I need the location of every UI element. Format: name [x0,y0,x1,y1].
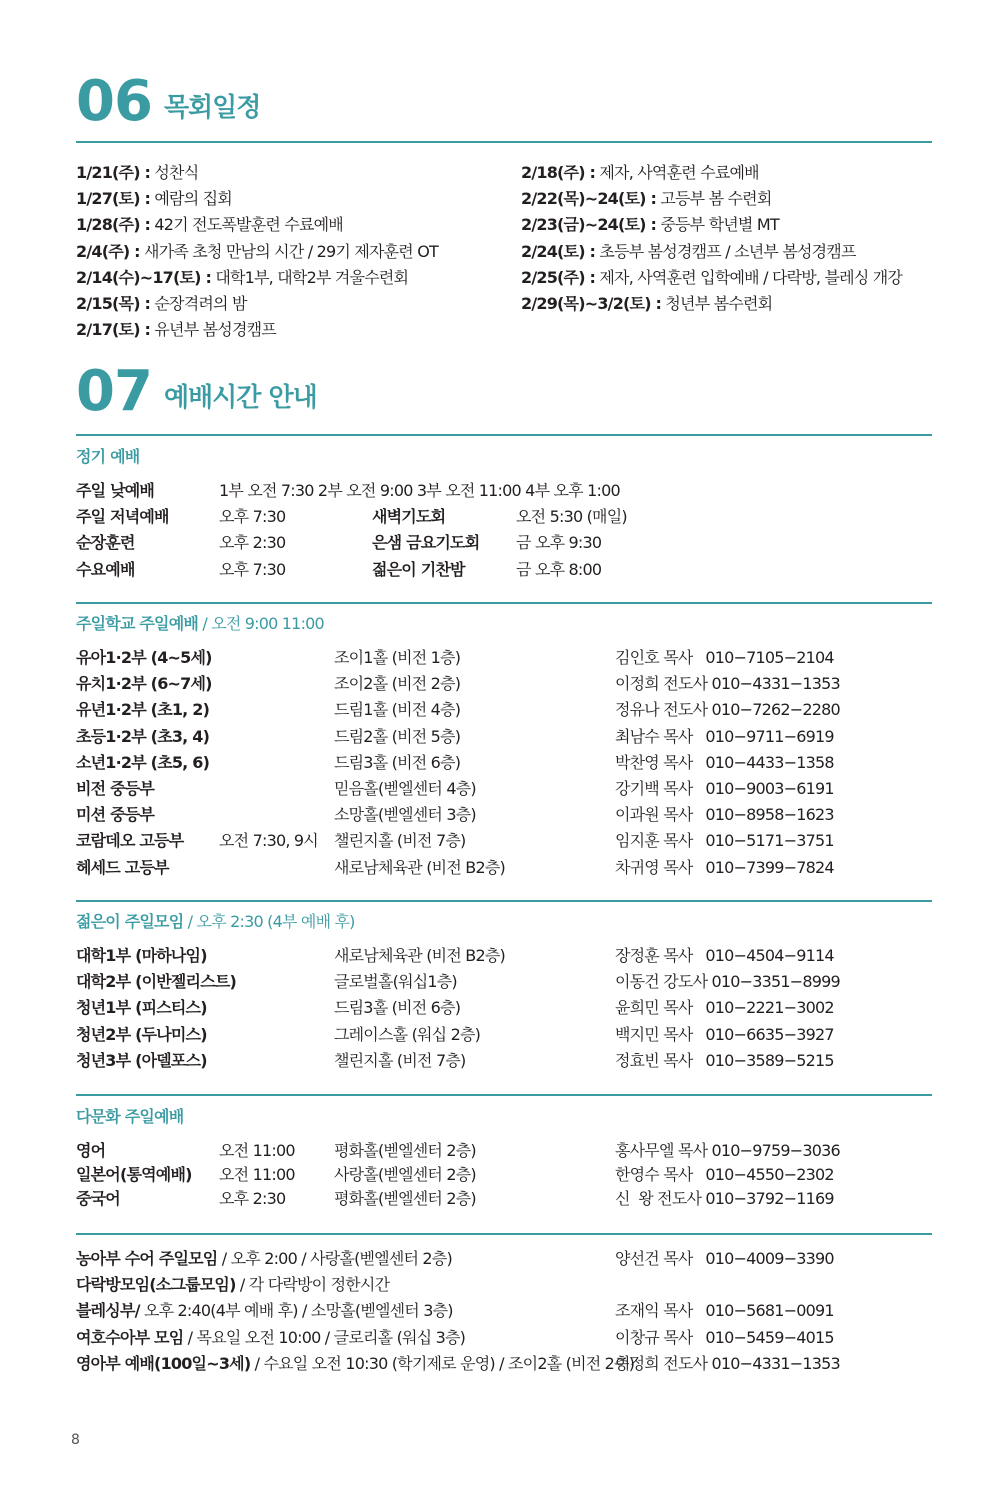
meeting-name: 농아부 수어 주일모임 [76,1249,218,1268]
service-name: 주일 저녁예배 [76,507,169,527]
schedule-event: 42기 전도폭발훈련 수료예배 [150,215,343,235]
schedule-item [521,265,902,291]
schedule-date: 1/27(토) : [76,189,151,209]
contact: 박찬영 목사 010−4433−1358 [615,752,834,772]
schedule-date: 1/28(주) : [76,215,151,235]
sunday-school-heading [76,611,324,634]
schedule-date: 2/24(토) : [521,241,596,261]
schedule-date: 2/18(주) : [521,163,596,182]
language: 일본어(통역예배) [76,1165,192,1184]
schedule-event: 예람의 집회 [150,189,232,209]
divider [76,1094,932,1096]
schedule-left-list [76,160,438,343]
meeting-detail: / 오후 2:00 / 사랑홀(벧엘센터 2층) [217,1249,452,1268]
location: 글로벌홀(워십1층) [334,972,457,992]
schedule-date: 2/15(목) : [76,293,151,313]
schedule-item [521,239,902,265]
contact: 조재익 목사 010−5681−0091 [615,1301,834,1321]
section-title: 예배시간 안내 [163,383,317,413]
schedule-event: 순장격려의 밤 [150,293,247,313]
department: 헤세드 고등부 [76,857,169,877]
contact: 차귀영 목사 010−7399−7824 [615,857,834,877]
heading-label: 주일학교 주일예배 [76,614,199,633]
contact: 김인호 목사 010−7105−2104 [615,648,834,667]
service-name-2: 은샘 금요기도회 [372,533,480,553]
schedule-item [521,186,902,212]
contact: 백지민 목사 010−6635−3927 [615,1024,834,1044]
service-time: 오전 11:00 [219,1141,295,1160]
service-time: 1부 오전 7:30 2부 오전 9:00 3부 오전 11:00 4부 오후 1:00 [219,481,620,500]
schedule-event: 성찬식 [150,163,199,182]
meeting-info [76,1246,452,1272]
department: 유치1·2부 (6~7세) [76,674,212,694]
schedule-event: 유년부 봄성경캠프 [150,320,276,340]
multicultural-heading: 다문화 주일예배 [76,1107,184,1126]
department: 유년1·2부 (초1, 2) [76,700,210,720]
contact: 신 왕 전도사 010−3792−1169 [615,1189,834,1208]
schedule-item [76,186,438,212]
schedule-date: 2/23(금)~24(토) : [521,215,657,235]
schedule-date: 2/29(목)~3/2(토) : [521,293,662,313]
contact: 이과원 목사 010−8958−1623 [615,805,834,825]
meeting-detail: 오후 2:40(4부 예배 후) / 소망홀(벧엘센터 3층) [139,1301,453,1321]
service-time-2: 오전 5:30 (매일) [516,507,627,527]
contact: 장정훈 목사 010−4504−9114 [615,946,834,965]
service-time: 오후 2:30 [219,533,286,553]
service-name-2: 젊은이 기찬밤 [372,559,465,579]
section-number: 06 [76,69,152,134]
section-title: 목회일정 [163,93,261,123]
department: 초등1·2부 (초3, 4) [76,726,210,746]
location: 믿음홀(벧엘센터 4층) [334,779,476,798]
schedule-event: 새가족 초청 만남의 시간 / 29기 제자훈련 OT [139,241,439,261]
schedule-item [76,239,438,265]
contact: 이정희 전도사 010−4331−1353 [615,1353,840,1373]
department: 청년3부 (아델포스) [76,1050,207,1070]
meeting-info [76,1298,453,1324]
contact: 이창규 목사 010−5459−4015 [615,1327,834,1347]
meeting-detail: / 각 다락방이 정한시간 [235,1275,390,1295]
location: 새로남체육관 (비전 B2층) [334,946,505,965]
service-name-2: 새벽기도회 [372,507,446,527]
contact: 정효빈 목사 010−3589−5215 [615,1050,834,1070]
contact: 이동건 강도사 010−3351−8999 [615,972,840,992]
schedule-item [521,291,902,317]
divider [76,141,932,143]
schedule-event: 중등부 학년별 MT [656,215,779,235]
section-number: 07 [76,359,152,424]
schedule-item [76,265,438,291]
meeting-info [76,1325,465,1351]
schedule-event: 청년부 봄수련회 [661,293,773,313]
contact: 이정희 전도사 010−4331−1353 [615,674,840,694]
schedule-date: 2/25(주) : [521,267,596,287]
section-07-header [76,359,317,424]
location: 평화홀(벧엘센터 2층) [334,1141,476,1160]
department: 소년1·2부 (초5, 6) [76,752,210,772]
location: 사랑홀(벧엘센터 2층) [334,1165,476,1184]
schedule-item [76,212,438,238]
contact: 양선건 목사 010−4009−3390 [615,1249,834,1268]
schedule-item [76,160,438,186]
service-time: 오후 7:30 [219,559,286,579]
schedule-event: 제자, 사역훈련 입학예배 / 다락방, 블레싱 개강 [595,267,903,287]
location: 챌린지홀 (비전 7층) [334,1050,466,1070]
location: 챌린지홀 (비전 7층) [334,831,466,851]
heading-label: 젊은이 주일모임 [76,912,184,931]
contact: 최남수 목사 010−9711−6919 [615,726,834,746]
department: 청년2부 (두나미스) [76,1024,207,1044]
schedule-item [76,291,438,317]
schedule-item [521,160,902,186]
department: 코람데오 고등부 [76,831,184,851]
location: 조이2홀 (비전 2층) [334,674,461,694]
schedule-event: 고등부 봄 수련회 [656,189,772,209]
service-time-2: 금 오후 8:00 [516,559,602,579]
heading-time: / 오후 2:30 (4부 예배 후) [183,912,355,931]
contact: 홍사무엘 목사 010−9759−3036 [615,1141,840,1160]
language: 영어 [76,1141,106,1160]
service-name: 순장훈련 [76,533,135,553]
location: 드림2홀 (비전 5층) [334,726,461,746]
service-name: 수요예배 [76,559,135,579]
schedule-date: 2/22(목)~24(토) : [521,189,657,209]
location: 평화홀(벧엘센터 2층) [334,1189,476,1208]
contact: 윤희민 목사 010−2221−3002 [615,998,834,1018]
schedule-right-list [521,160,902,317]
language: 중국어 [76,1189,120,1208]
page-number: 8 [71,1432,80,1448]
department: 유아1·2부 (4~5세) [76,648,212,667]
location: 새로남체육관 (비전 B2층) [334,857,505,877]
contact: 한영수 목사 010−4550−2302 [615,1165,834,1184]
meeting-name: 영아부 예배(100일~3세) [76,1353,251,1373]
divider [76,900,932,902]
location: 드림3홀 (비전 6층) [334,752,461,772]
contact: 정유나 전도사 010−7262−2280 [615,700,840,720]
meeting-info [76,1272,389,1298]
schedule-event: 초등부 봄성경캠프 / 소년부 봄성경캠프 [595,241,856,261]
meeting-detail: / 목요일 오전 10:00 / 글로리홀 (워십 3층) [183,1327,466,1347]
location: 조이1홀 (비전 1층) [334,648,461,667]
department: 대학1부 (마하나임) [76,946,207,965]
meeting-detail: / 수요일 오전 10:30 (학기제로 운영) / 조이2홀 (비전 2층) [250,1353,635,1373]
schedule-item [521,212,902,238]
divider [76,1233,932,1235]
contact: 강기백 목사 010−9003−6191 [615,779,834,798]
location: 그레이스홀 (워십 2층) [334,1024,481,1044]
meeting-name: 여호수아부 모임 [76,1327,184,1347]
youth-heading [76,909,355,932]
meeting-name: 블레싱부/ [76,1301,140,1321]
schedule-item [76,317,438,343]
divider [76,602,932,604]
schedule-event: 대학1부, 대학2부 겨울수련회 [211,267,409,287]
schedule-date: 2/17(토) : [76,320,151,340]
schedule-date: 2/4(주) : [76,241,140,261]
department: 대학2부 (이반젤리스트) [76,972,237,992]
meeting-name: 다락방모임(소그룹모임) [76,1275,236,1295]
service-time: 오전 7:30, 9시 [219,831,318,851]
meeting-info [76,1351,634,1377]
schedule-date: 2/14(수)~17(토) : [76,267,212,287]
service-time: 오후 7:30 [219,507,286,527]
location: 드림3홀 (비전 6층) [334,998,461,1018]
regular-heading: 정기 예배 [76,447,140,466]
department: 미션 중등부 [76,805,155,825]
service-time: 오후 2:30 [219,1189,286,1208]
section-06-header [76,69,261,134]
schedule-date: 1/21(주) : [76,163,151,182]
contact: 임지훈 목사 010−5171−3751 [615,831,834,851]
service-name: 주일 낮예배 [76,481,155,500]
divider [76,434,932,436]
location: 드림1홀 (비전 4층) [334,700,461,720]
service-time-2: 금 오후 9:30 [516,533,602,553]
department: 청년1부 (피스티스) [76,998,207,1018]
department: 비전 중등부 [76,779,155,798]
location: 소망홀(벧엘센터 3층) [334,805,476,825]
service-time: 오전 11:00 [219,1165,295,1184]
heading-time: / 오전 9:00 11:00 [198,614,324,633]
schedule-event: 제자, 사역훈련 수료예배 [595,163,759,182]
